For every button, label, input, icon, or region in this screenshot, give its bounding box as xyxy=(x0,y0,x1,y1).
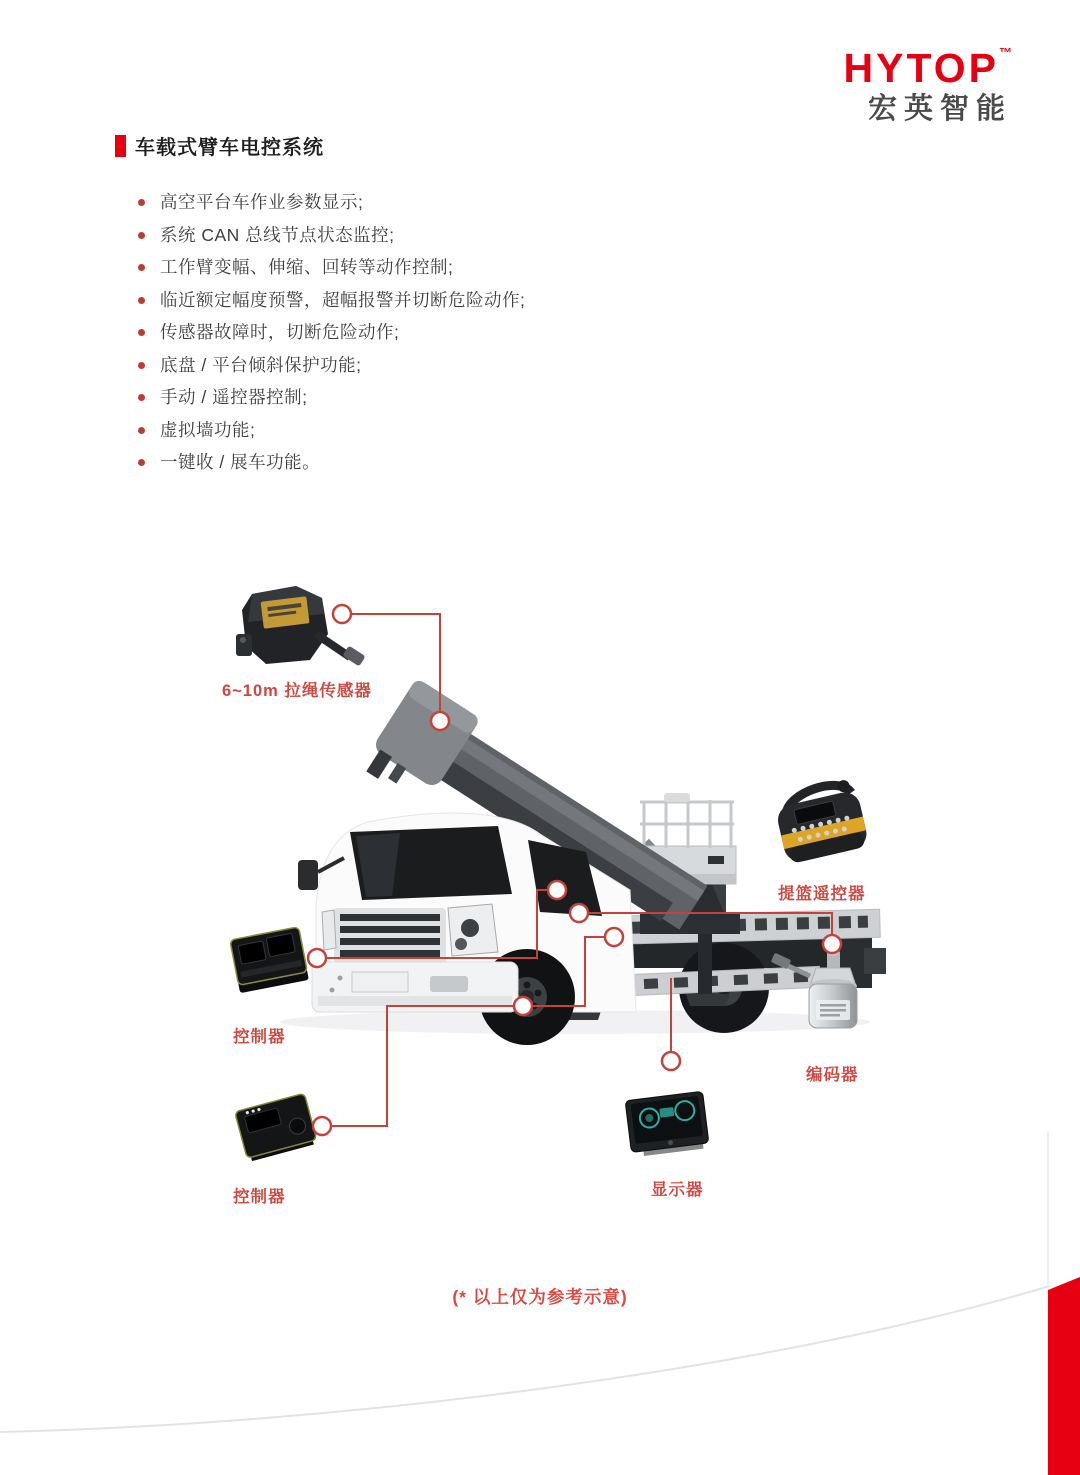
truck-bumper xyxy=(312,962,518,1012)
page-title: 车载式臂车电控系统 xyxy=(135,137,324,159)
feature-text: 系统 CAN 总线节点状态监控; xyxy=(160,224,395,245)
connector-circle xyxy=(308,949,326,967)
connector-circle xyxy=(514,997,532,1015)
controller-top-image xyxy=(230,927,309,993)
reference-note: (* 以上仅为参考示意) xyxy=(452,1287,628,1307)
trademark-symbol: ™ xyxy=(999,45,1012,60)
label-encoder: 编码器 xyxy=(806,1066,859,1084)
label-controller-top: 控制器 xyxy=(233,1028,286,1046)
feature-text: 一键收 / 展车功能。 xyxy=(160,452,321,472)
label-rope-sensor: 6~10m 拉绳传感器 xyxy=(222,682,372,700)
brand-logo-text: HYTOP xyxy=(843,45,999,91)
feature-text: 底盘 / 平台倾斜保护功能; xyxy=(160,354,362,375)
connector-circle xyxy=(333,605,351,623)
label-controller-bottom: 控制器 xyxy=(233,1188,286,1206)
connector-circle xyxy=(548,881,566,899)
connector-circle xyxy=(605,928,623,946)
label-basket-remote: 提篮遥控器 xyxy=(778,885,866,903)
feature-text: 传感器故障时，切断危险动作; xyxy=(160,322,400,342)
brand-logo-subtext: 宏英智能 xyxy=(867,93,1012,125)
feature-text: 高空平台车作业参数显示; xyxy=(160,192,364,212)
feature-text: 手动 / 遥控器控制; xyxy=(160,387,308,407)
feature-text: 临近额定幅度预警，超幅报警并切断危险动作; xyxy=(160,289,526,310)
connector-circle xyxy=(823,935,841,953)
connector-circle xyxy=(570,904,588,922)
rope-sensor-image xyxy=(236,586,366,666)
controller-bottom-image xyxy=(235,1093,318,1162)
connector-circle xyxy=(431,712,449,730)
connector-circle xyxy=(313,1117,331,1135)
feature-text: 虚拟墙功能; xyxy=(160,419,256,440)
connector-circle xyxy=(662,1052,680,1070)
feature-text: 工作臂变幅、伸缩、回转等动作控制; xyxy=(160,257,454,277)
display-image xyxy=(625,1091,709,1157)
label-display: 显示器 xyxy=(651,1181,704,1199)
basket-remote-image xyxy=(772,778,870,865)
